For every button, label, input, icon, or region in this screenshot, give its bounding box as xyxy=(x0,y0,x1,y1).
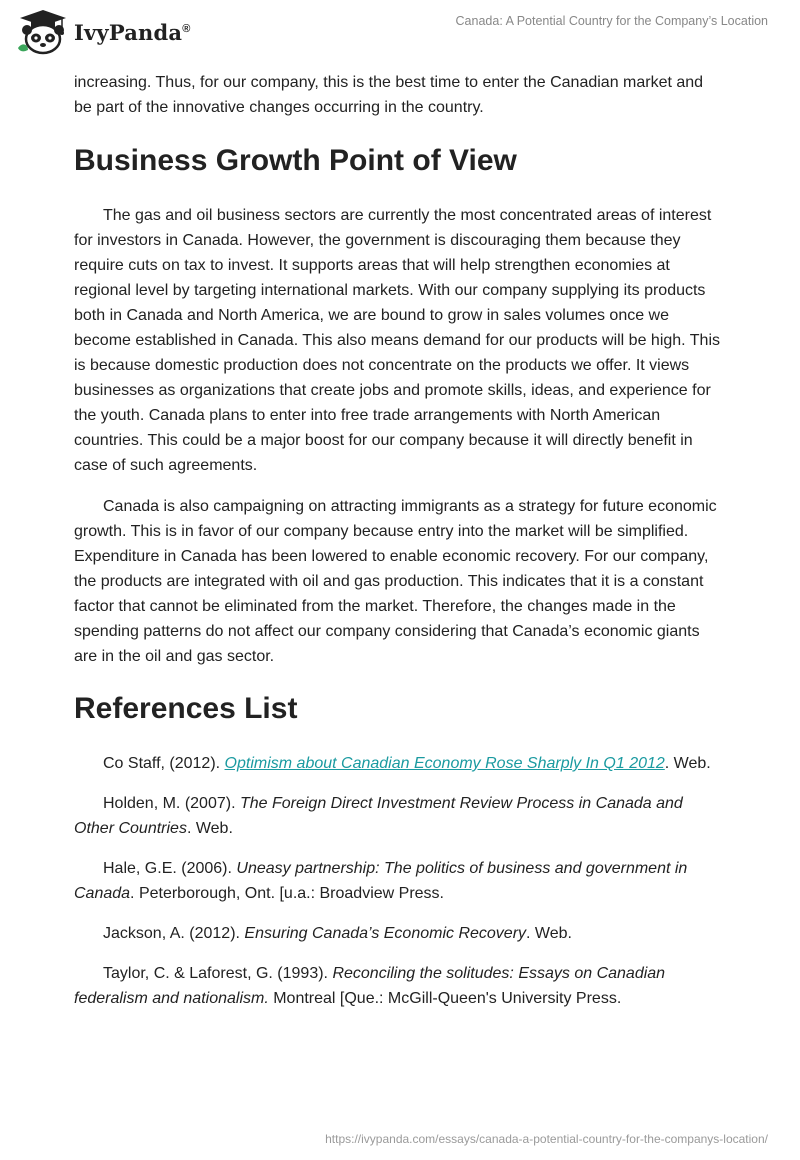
section-heading-references: References List xyxy=(74,692,298,725)
essay-content xyxy=(74,70,724,1011)
brand-logo[interactable] xyxy=(14,8,191,56)
footer-url[interactable]: https://ivypanda.com/essays/canada-a-potential-country-for-the-companys-location/ xyxy=(325,1132,768,1146)
intro-paragraph: increasing. Thus, for our company, this is the best time to enter the Canadian market and be part of the innovative changes occurring in the country. xyxy=(74,74,704,116)
reference-item: Taylor, C. & Laforest, G. (1993). Reconciling the solitudes: Essays on Canadian federalism and nationalism. Montreal [Que.: McGill-Queen's University Press. xyxy=(74,965,666,1007)
paragraph: The gas and oil business sectors are currently the most concentrated areas of interest for investors in Canada. However, the government is discouraging them because they require cuts on tax to invest. It supports areas that will help strengthen economies at regional level by targeting international markets. With our company supplying its products both in Canada and North America, we are bound to grow in sales volumes once we become established in Canada. This also means demand for our products will be high. This is because domestic production does not concentrate on the products we offer. It views businesses as organizations that create jobs and promote skills, ideas, and experience for the youth. Canada plans to enter into free trade arrangements with North American countries. This could be a major boost for our company because it will directly benefit in case of such agreements. xyxy=(74,207,720,474)
section-heading-growth: Business Growth Point of View xyxy=(74,144,517,177)
references-list xyxy=(74,751,724,1011)
reference-item: Co Staff, (2012). Optimism about Canadian Economy Rose Sharply In Q1 2012. Web. xyxy=(103,755,711,772)
reference-link[interactable]: Optimism about Canadian Economy Rose Sharply In Q1 2012 xyxy=(224,755,665,772)
reference-item: Jackson, A. (2012). Ensuring Canada’s Economic Recovery. Web. xyxy=(103,925,572,942)
panda-logo-icon xyxy=(14,8,72,56)
brand-name: IvyPanda® xyxy=(74,19,191,45)
document-title: Canada: A Potential Country for the Company’s Location xyxy=(455,14,768,28)
paragraph: Canada is also campaigning on attracting immigrants as a strategy for future economic growth. This is in favor of our company because entry into the market will be simplified. Expenditure in Canada has been lowered to enable economic recovery. For our company, the products are integrated with oil and gas production. This indicates that it is a constant factor that cannot be eliminated from the market. Therefore, the changes made in the spending patterns do not affect our company considering that Canada’s economic giants are in the oil and gas sector. xyxy=(74,498,717,665)
page-header xyxy=(0,0,800,62)
reference-item: Hale, G.E. (2006). Uneasy partnership: The politics of business and government in Canada. Peterborough, Ont. [u.a.: Broadview Press. xyxy=(74,860,688,902)
reference-item: Holden, M. (2007). The Foreign Direct Investment Review Process in Canada and Other Countries. Web. xyxy=(74,795,683,837)
